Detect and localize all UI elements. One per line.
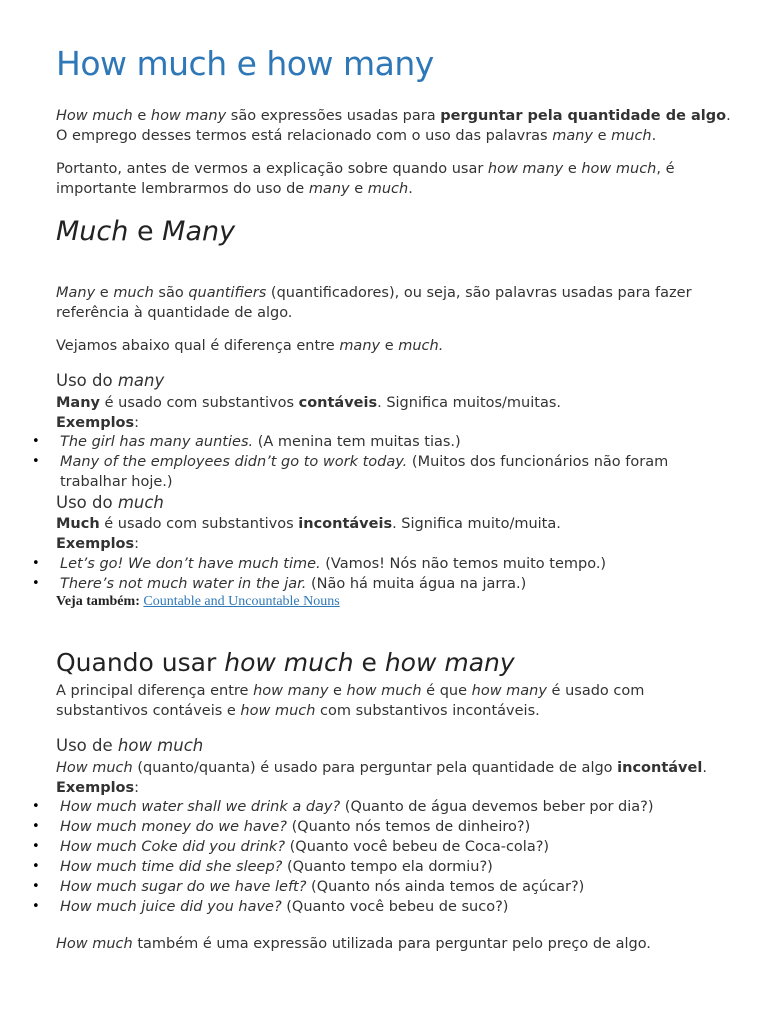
bullet-icon: • — [32, 819, 40, 834]
much-examples-list — [32, 554, 607, 594]
bullet-icon: • — [32, 799, 40, 814]
section-heading-quando-usar: Quando usar how much e how many — [56, 648, 515, 677]
main-difference-paragraph: A principal diferença entre how many e how much é que how many é usado com substantivos contáveis e how much com substantivos incontáveis. — [56, 683, 645, 719]
list-item: • How much water shall we drink a day? (Quanto de água devemos beber por dia?) — [32, 799, 654, 815]
bullet-icon: • — [32, 454, 40, 469]
see-also: Veja também: Countable and Uncountable Nouns — [56, 594, 340, 609]
bullet-icon: • — [32, 859, 40, 874]
list-item: • Many of the employees didn’t go to work today. (Muitos dos funcionários não foram — [32, 454, 669, 470]
list-item: • How much sugar do we have left? (Quanto nós ainda temos de açúcar?) — [32, 879, 585, 895]
bullet-icon: • — [32, 839, 40, 854]
list-item: • The girl has many aunties. (A menina tem muitas tias.) — [32, 434, 461, 450]
list-item: • How much Coke did you drink? (Quanto você bebeu de Coca-cola?) — [32, 839, 550, 855]
countable-nouns-link[interactable]: Countable and Uncountable Nouns — [143, 594, 340, 609]
section-heading-much-many: Much e Many — [56, 216, 236, 247]
intro-paragraph-2: Portanto, antes de vermos a explicação sobre quando usar how many e how much, é importante lembrarmos do uso de many e much. — [56, 161, 675, 197]
much-description: Much é usado com substantivos incontáveis. Significa muito/muita. Exemplos: — [56, 516, 561, 552]
heading-uso-de-how-much: Uso de how much — [56, 736, 204, 755]
examples-label: Exemplos: — [56, 780, 140, 796]
heading-uso-do-much: Uso do much — [56, 493, 164, 512]
difference-paragraph: Vejamos abaixo qual é diferença entre many e much. — [56, 338, 444, 354]
quantifiers-paragraph: Many e much são quantifiers (quantificadores), ou seja, são palavras usadas para fazer referência à quantidade de algo. — [56, 285, 692, 321]
list-item: • There’s not much water in the jar. (Não há muita água na jarra.) — [32, 576, 527, 592]
intro-paragraph-1: How much e how many são expressões usadas para perguntar pela quantidade de algo. O emprego desses termos está relacionado com o uso das palavras many e much. — [56, 108, 731, 144]
list-item: • How much money do we have? (Quanto nós temos de dinheiro?) — [32, 819, 531, 835]
page-title: How much e how many — [56, 44, 434, 83]
examples-label: Exemplos: — [56, 415, 140, 431]
list-item: • Let’s go! We don’t have much time. (Vamos! Nós não temos muito tempo.) — [32, 556, 607, 572]
list-item: • How much juice did you have? (Quanto você bebeu de suco?) — [32, 899, 509, 915]
bullet-icon: • — [32, 434, 40, 449]
bullet-icon: • — [32, 576, 40, 591]
how-much-description: How much (quanto/quanta) é usado para perguntar pela quantidade de algo incontável. Exemplos: — [56, 760, 707, 796]
many-description: Many é usado com substantivos contáveis. Significa muitos/muitas. Exemplos: — [56, 395, 562, 431]
list-item: • How much time did she sleep? (Quanto tempo ela dormiu?) — [32, 859, 493, 875]
how-much-examples-list — [32, 797, 654, 917]
bullet-icon: • — [32, 879, 40, 894]
bullet-icon: • — [32, 899, 40, 914]
list-item-continuation: trabalhar hoje.) — [60, 474, 173, 490]
closing-paragraph: How much também é uma expressão utilizada para perguntar pelo preço de algo. — [56, 936, 651, 952]
many-examples-list — [32, 432, 669, 492]
heading-uso-do-many: Uso do many — [56, 371, 165, 390]
examples-label: Exemplos: — [56, 536, 140, 552]
bullet-icon: • — [32, 556, 40, 571]
